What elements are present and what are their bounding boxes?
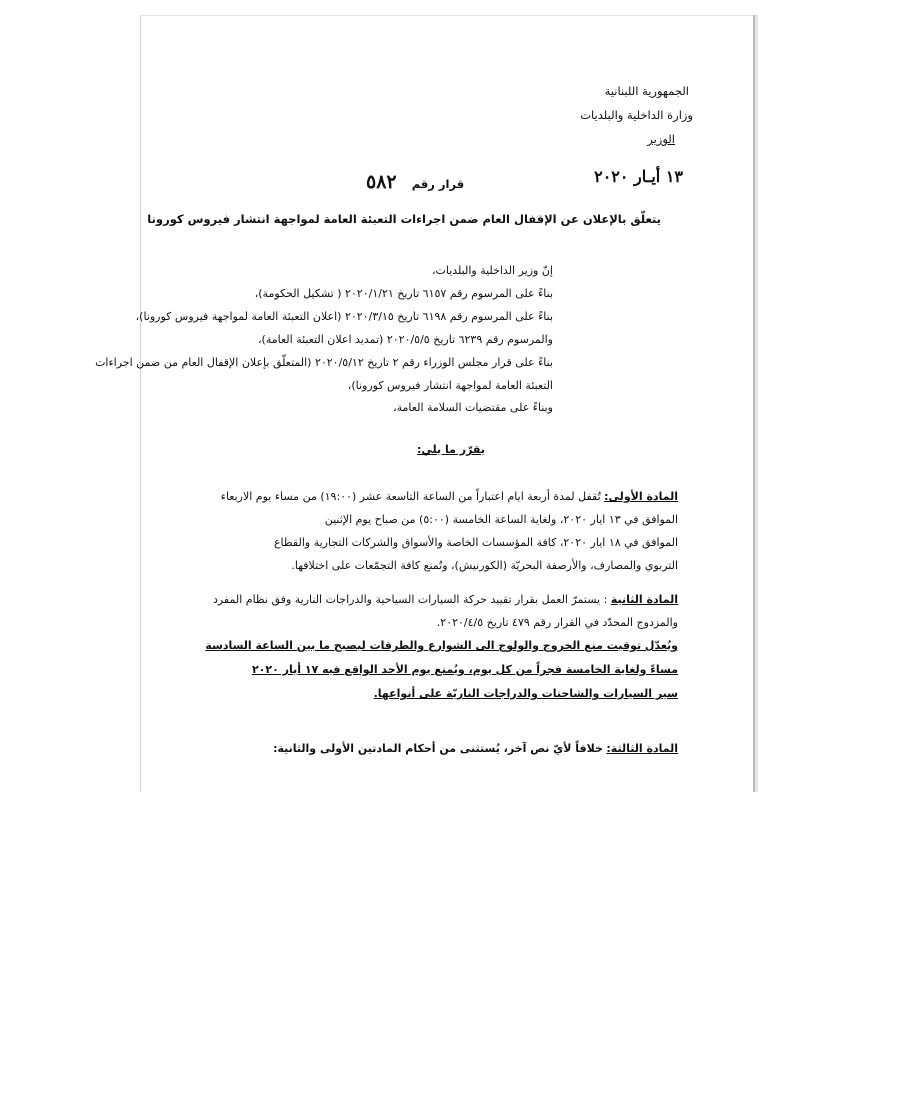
article3-text: خلافاً لأيّ نص آخر، يُستثنى من أحكام المادتين الأولى والثانية: <box>273 742 603 755</box>
article1-first-line <box>221 490 678 504</box>
decision-number: ٥٨٢ <box>366 171 397 193</box>
article2-line-1: : يستمرّ العمل بقرار تقييد حركة السيارات السياحية والدراجات النارية وفق نظام المفرد <box>212 593 608 606</box>
preamble-line-4: والمرسوم رقم ٦٢٣٩ تاريخ ٢٠٢٠/٥/٥ (تمديد اعلان التعبئة العامة)، <box>258 333 553 346</box>
article3-label: المادة الثالثة: <box>606 742 678 755</box>
ministry-heading: وزارة الداخلية والبلديات <box>580 108 693 122</box>
decision-subject: يتعلّق بالإعلان عن الإقفال العام ضمن اجراءات التعبئة العامة لمواجهة انتشار فيروس كورونا <box>147 212 661 226</box>
document-page <box>95 15 755 792</box>
republic-heading: الجمهورية اللبنانية <box>604 84 689 98</box>
article2-amendment-line-3: سير السيارات والشاحنات والدراجات الناريّة على أنواعها. <box>373 687 678 700</box>
decision-date: ١٣ أيـار ٢٠٢٠ <box>594 167 683 186</box>
minister-heading: الوزير <box>647 132 675 146</box>
preamble-line-2: بناءً على المرسوم رقم ٦١٥٧ تاريخ ٢٠٢٠/١/٢١ ( تشكيل الحكومة)، <box>254 287 553 300</box>
article3-line <box>273 742 678 756</box>
article2-amendment-line-2: مساءً ولغاية الخامسة فجراً من كل يوم، ويُمنع يوم الأحد الواقع فيه ١٧ أيار ٢٠٢٠ <box>251 663 678 676</box>
decision-label: قرار رقم <box>411 177 465 191</box>
article2-label: المادة الثانية <box>610 593 678 606</box>
article1-line-4: التربوي والمصارف، والأرصفة البحريّة (الكورنيش)، وتُمنع كافة التجمّعات على اختلافها. <box>291 559 678 572</box>
article1-line-3: الموافق في ١٨ ايار ٢٠٢٠، كافة المؤسسات الخاصة والأسواق والشركات التجارية والقطاع <box>273 536 678 549</box>
article1-line-1: تُقفل لمدة أربعة ايام اعتباراً من الساعة التاسعة عشر (١٩:٠٠) من مساء يوم الاربعاء <box>220 490 601 503</box>
decides-heading: يقرّر ما يلي: <box>417 443 485 456</box>
preamble-line-5: بناءً على قرار مجلس الوزراء رقم ٢ تاريخ ٢٠٢٠/٥/١٢ (المتعلّق بإعلان الإقفال العام من ضمن اجراءات <box>95 356 553 369</box>
article2-first-line <box>213 593 678 607</box>
preamble-line-7: وبناءً على مقتضيات السلامة العامة، <box>393 401 553 414</box>
article2-amendment-line-1: ويُعدّل توقيت منع الخروج والولوج الى الشوارع والطرقات ليصبح ما بين الساعة السادسة <box>205 639 678 652</box>
preamble-line-6: التعبئة العامة لمواجهة انتشار فيروس كورونا)، <box>347 379 553 392</box>
preamble-line-1: إنّ وزير الداخلية والبلديات، <box>431 264 553 277</box>
article1-label: المادة الأولى: <box>604 490 678 503</box>
article2-line-2: والمزدوج المحدّد في القرار رقم ٤٧٩ تاريخ ٢٠٢٠/٤/٥. <box>436 616 678 629</box>
preamble-line-3: بناءً على المرسوم رقم ٦١٩٨ تاريخ ٢٠٢٠/٣/١٥ (اعلان التعبئة العامة لمواجهة فيروس كورونا)، <box>135 310 553 323</box>
article1-line-2: الموافق في ١٣ ايار ٢٠٢٠، ولغاية الساعة الخامسة (٥:٠٠) من صباح يوم الإثنين <box>324 513 678 526</box>
page-shadow <box>755 15 758 792</box>
page-top-edge <box>141 15 753 16</box>
decision-number-line <box>366 171 464 193</box>
